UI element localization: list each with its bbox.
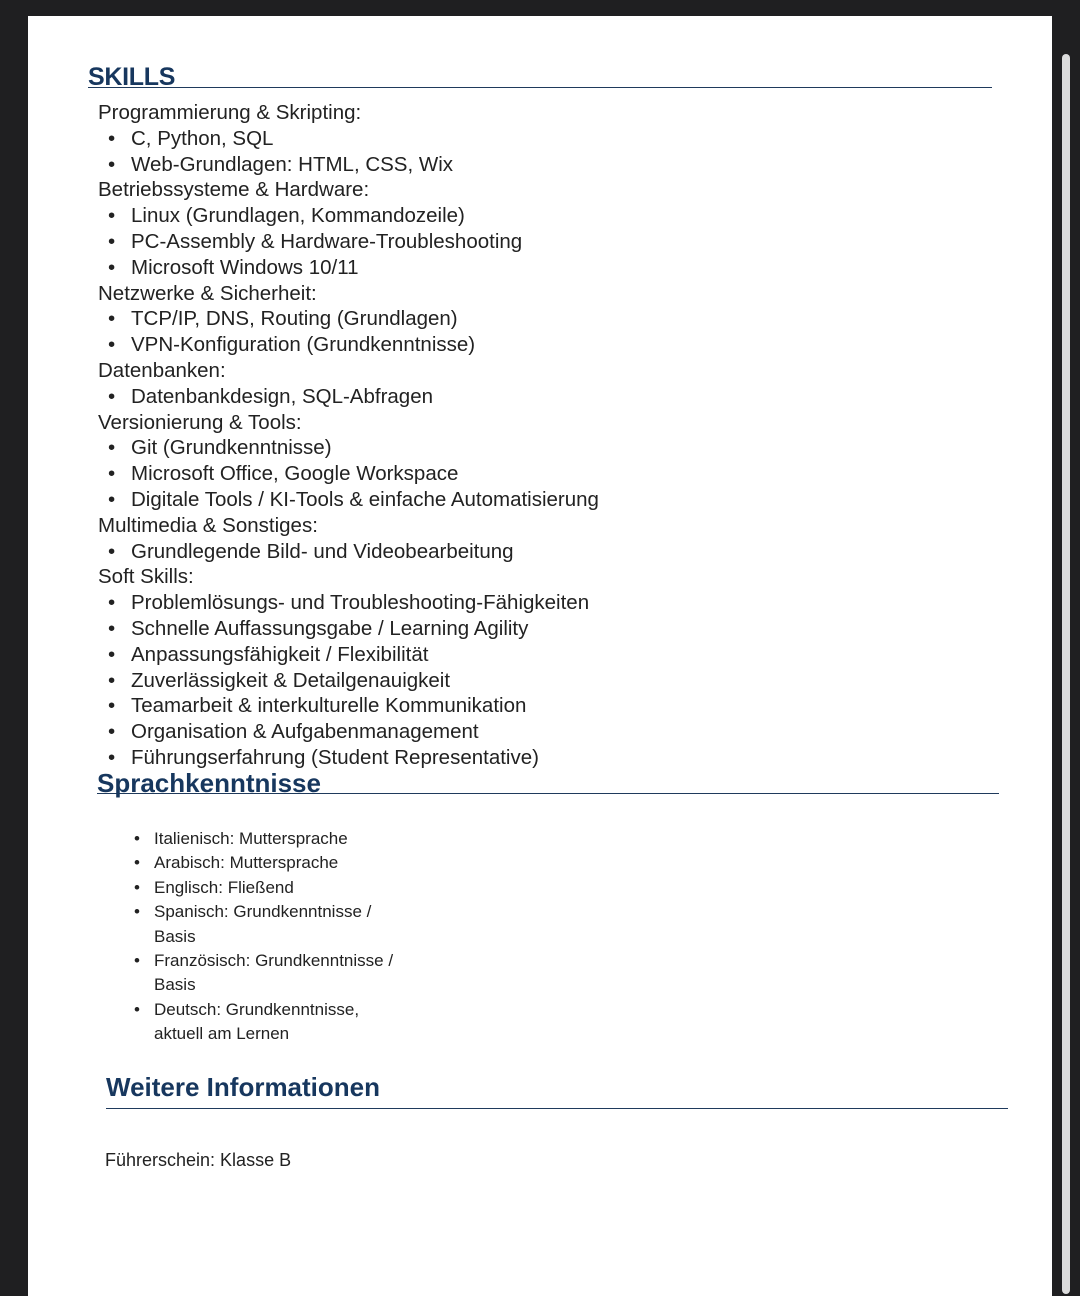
skill-item: • Microsoft Office, Google Workspace	[131, 461, 998, 487]
skill-item: • C, Python, SQL	[131, 126, 998, 152]
skill-list	[98, 435, 998, 512]
skills-heading-text: SKILLS	[88, 63, 176, 91]
skill-item: • VPN-Konfiguration (Grundkenntnisse)	[131, 332, 998, 358]
skill-list	[98, 539, 998, 565]
skill-item: • Datenbankdesign, SQL-Abfragen	[131, 384, 998, 410]
skill-list	[98, 384, 998, 410]
language-item: • Arabisch: Muttersprache	[154, 851, 394, 875]
document-page	[28, 16, 1052, 1296]
skill-category-title: Betriebssysteme & Hardware:	[98, 178, 370, 202]
skill-item: • Problemlösungs- und Troubleshooting-Fähigkeiten	[131, 590, 998, 616]
skill-item: • Web-Grundlagen: HTML, CSS, Wix	[131, 152, 998, 178]
scrollbar-thumb[interactable]	[1062, 54, 1070, 1294]
skill-list	[98, 203, 998, 280]
languages-heading-text: Sprachkenntnisse	[97, 768, 321, 798]
skills-section	[98, 100, 998, 771]
skill-item: • Digitale Tools / KI-Tools & einfache Automatisierung	[131, 487, 998, 513]
skill-category-title: Multimedia & Sonstiges:	[98, 513, 318, 537]
language-item: • Deutsch: Grundkenntnisse, aktuell am Lernen	[154, 998, 394, 1047]
skill-item: • Anpassungsfähigkeit / Flexibilität	[131, 642, 998, 668]
further-info-heading-text: Weitere Informationen	[106, 1072, 381, 1102]
skill-category-title: Soft Skills:	[98, 565, 194, 589]
skill-item: • PC-Assembly & Hardware-Troubleshooting	[131, 229, 998, 255]
language-item: • Englisch: Fließend	[154, 876, 394, 900]
skill-item: • Linux (Grundlagen, Kommandozeile)	[131, 203, 998, 229]
skill-item: • Microsoft Windows 10/11	[131, 255, 998, 281]
skill-list	[98, 126, 998, 178]
skill-category-title: Datenbanken:	[98, 358, 226, 382]
skill-category-title: Netzwerke & Sicherheit:	[98, 281, 317, 305]
skill-list	[98, 590, 998, 771]
skill-item: • TCP/IP, DNS, Routing (Grundlagen)	[131, 306, 998, 332]
skills-heading	[88, 60, 992, 91]
skill-category-title: Versionierung & Tools:	[98, 410, 302, 434]
skill-item: • Git (Grundkenntnisse)	[131, 435, 998, 461]
skill-item: • Grundlegende Bild- und Videobearbeitung	[131, 539, 998, 565]
skill-item: • Teamarbeit & interkulturelle Kommunikation	[131, 693, 998, 719]
skill-item: • Zuverlässigkeit & Detailgenauigkeit	[131, 668, 998, 694]
skill-item: • Führungserfahrung (Student Representative)	[131, 745, 998, 771]
drivers-license-text: Führerschein: Klasse B	[105, 1150, 292, 1170]
skill-item: • Organisation & Aufgabenmanagement	[131, 719, 998, 745]
skill-category-title: Programmierung & Skripting:	[98, 101, 362, 124]
language-item: • Spanisch: Grundkenntnisse / Basis	[154, 900, 394, 949]
skill-item: • Schnelle Auffassungsgabe / Learning Agility	[131, 616, 998, 642]
languages-heading	[97, 768, 999, 798]
skill-list	[98, 306, 998, 358]
further-info-heading	[106, 1070, 1008, 1109]
languages-list	[154, 827, 394, 1047]
language-item: • Französisch: Grundkenntnisse / Basis	[154, 949, 394, 998]
language-item: • Italienisch: Muttersprache	[154, 827, 394, 851]
